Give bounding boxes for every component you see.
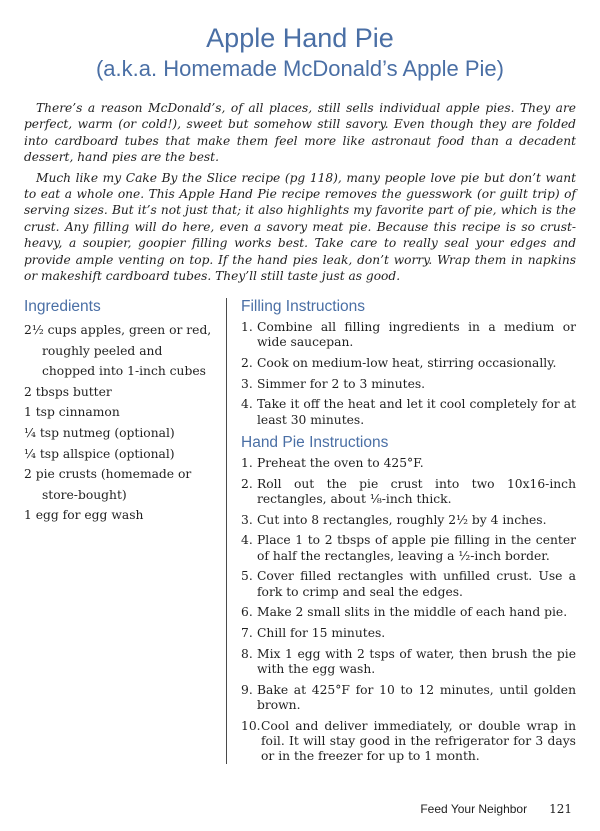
- step-text: Take it off the heat and let it cool completely for at least 30 minutes.: [257, 397, 576, 427]
- page-subtitle: (a.k.a. Homemade McDonald’s Apple Pie): [95, 56, 504, 81]
- page-title: Apple Hand Pie: [206, 23, 394, 53]
- step-number: 8.: [241, 646, 253, 661]
- step-number: 6.: [241, 605, 253, 620]
- step-text: Bake at 425°F for 10 to 12 minutes, until golden brown.: [257, 682, 576, 712]
- ingredient-item: ¼ tsp allspice (optional): [24, 446, 175, 461]
- step-text: Preheat the oven to 425°F.: [257, 456, 424, 471]
- step-item: [241, 533, 576, 564]
- step-text: Cover filled rectangles with unfilled crust. Use a fork to crimp and seal the edges.: [257, 569, 576, 599]
- step-item: [241, 626, 576, 641]
- step-item: [241, 377, 576, 392]
- step-item: [241, 513, 576, 528]
- page-footer: [420, 801, 572, 817]
- step-text: Roll out the pie crust into two 10x16-inch rectangles, about ⅛-inch thick.: [257, 476, 576, 507]
- step-text: Mix 1 egg with 2 tsps of water, then brush the pie with the egg wash.: [257, 646, 576, 676]
- instructions-section: [241, 297, 576, 770]
- intro-paragraph: Much like my Cake By the Slice recipe (pg 118), many people love pie but don’t want to eat a whole one. This Apple Hand Pie recipe removes the guesswork (or guilt trip) of serving sizes. But it’s not just that; it also highlights my favorite part of pie, which is the crust. Any filling will do here, even a savory meat pie. Because this recipe is so crust-heavy, a soupier, goopier filling works best. Take care to really seal your edges and provide ample venting on top. If the hand pies leak, don’t worry. Wrap them in napkins or makeshift cardboard tubes. They’ll still taste just as good.: [24, 170, 576, 284]
- ingredients-heading: Ingredients: [24, 298, 101, 315]
- step-item: [241, 456, 576, 471]
- step-number: 9.: [241, 682, 253, 697]
- ingredient-item: ¼ tsp nutmeg (optional): [24, 425, 175, 440]
- step-number: 3.: [241, 512, 253, 527]
- step-number: 3.: [241, 376, 253, 391]
- step-number: 2.: [241, 356, 253, 370]
- ingredient-item: 2 pie crusts (homemade or store-bought): [24, 467, 192, 502]
- step-item: [241, 683, 576, 714]
- step-number: 4.: [241, 397, 253, 412]
- step-number: 1.: [241, 456, 253, 471]
- filling-heading: Filling Instructions: [241, 298, 366, 315]
- step-text: Make 2 small slits in the middle of each hand pie.: [257, 605, 568, 620]
- step-number: 5.: [241, 569, 253, 584]
- step-number: 4.: [241, 533, 253, 548]
- step-item: [241, 397, 576, 428]
- hand-pie-steps: [241, 456, 576, 765]
- step-number: 10.: [241, 718, 261, 733]
- step-text: Cook on medium-low heat, stirring occasionally.: [257, 356, 557, 370]
- ingredient-item: 1 egg for egg wash: [24, 508, 144, 523]
- page-number: 121: [549, 802, 572, 816]
- hand-pie-heading: Hand Pie Instructions: [241, 434, 389, 452]
- step-text: Place 1 to 2 tbsps of apple pie filling in the center of half the rectangles, leaving a ½-inch border.: [257, 533, 576, 563]
- step-text: Cool and deliver immediately, or double wrap in foil. It will stay good in the refrigerator for 3 days or in the freezer for up to 1 month.: [261, 718, 576, 764]
- step-item: [241, 569, 576, 600]
- step-item: [241, 605, 576, 620]
- step-number: 2.: [241, 476, 253, 491]
- ingredient-item: 2 tbsps butter: [24, 384, 112, 399]
- intro-text: [24, 100, 576, 288]
- book-title: Feed Your Neighbor: [420, 802, 528, 816]
- column-divider: [226, 298, 227, 764]
- step-text: Simmer for 2 to 3 minutes.: [257, 376, 426, 391]
- step-item: [241, 719, 576, 765]
- step-item: [241, 477, 576, 508]
- title-block: [0, 22, 600, 83]
- step-text: Cut into 8 rectangles, roughly 2½ by 4 inches.: [257, 512, 547, 527]
- step-number: 7.: [241, 625, 253, 640]
- step-text: Combine all filling ingredients in a medium or wide saucepan.: [257, 320, 576, 350]
- intro-paragraph: There’s a reason McDonald’s, of all places, still sells individual apple pies. They are perfect, warm (or cold!), sweet but somehow still savory. Even though they are folded into cardboard tubes that make them feel more like astronaut food than a decadent dessert, hand pies are the best.: [24, 101, 576, 165]
- step-number: 1.: [241, 320, 253, 334]
- ingredient-item: 1 tsp cinnamon: [24, 405, 120, 420]
- step-text: Chill for 15 minutes.: [257, 625, 386, 640]
- step-item: [241, 356, 576, 371]
- ingredients-list: [24, 320, 218, 526]
- step-item: [241, 647, 576, 678]
- step-item: [241, 320, 576, 351]
- ingredients-section: [24, 297, 218, 526]
- filling-steps: [241, 320, 576, 428]
- ingredient-item: 2½ cups apples, green or red, roughly peeled and chopped into 1-inch cubes: [24, 323, 212, 379]
